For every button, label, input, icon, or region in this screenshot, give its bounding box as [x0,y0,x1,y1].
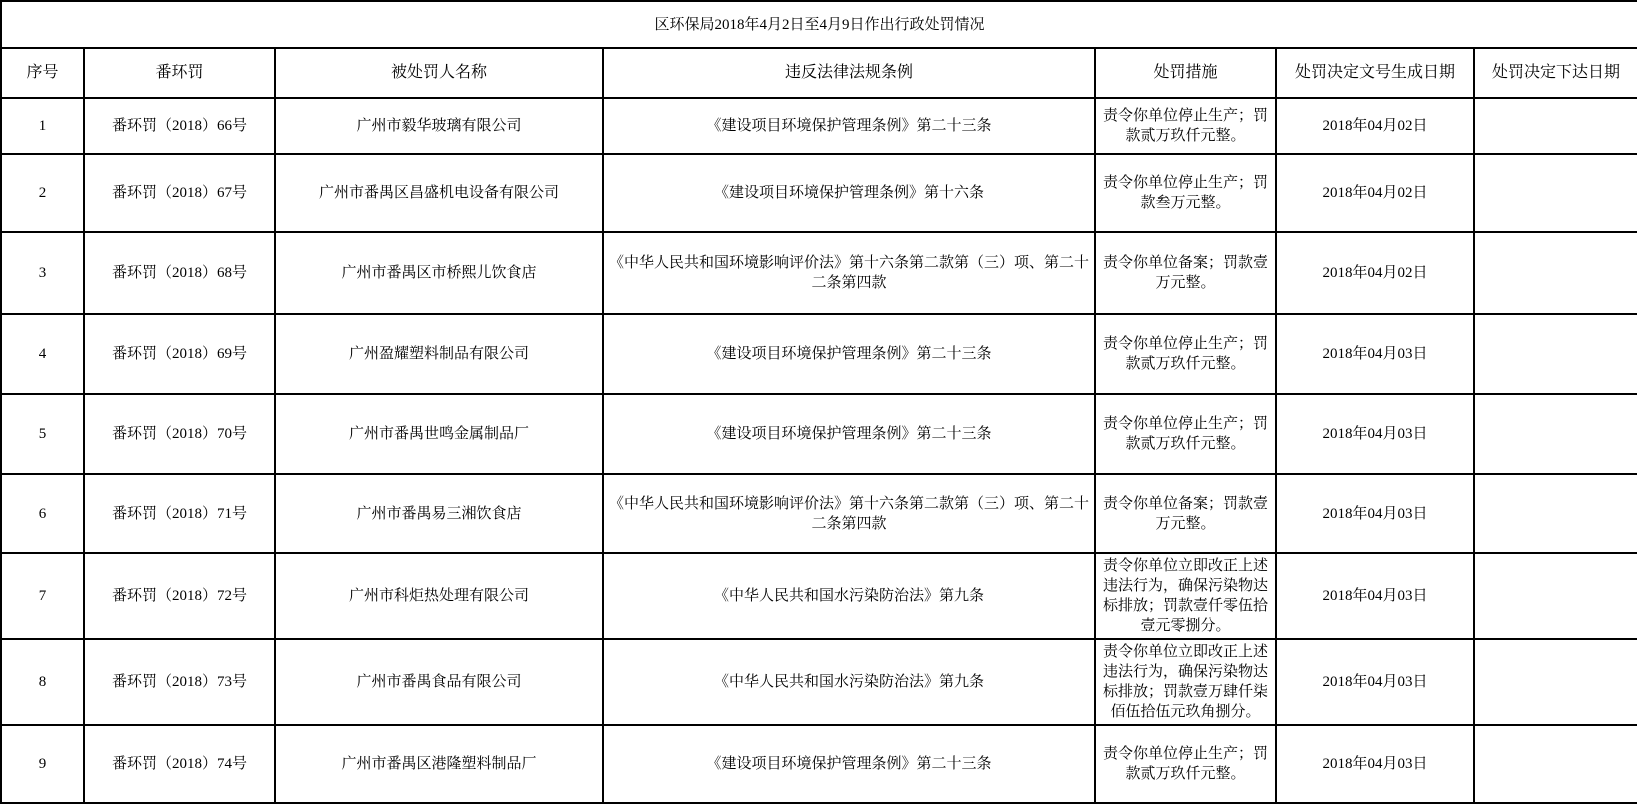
gen-date-cell: 2018年04月03日 [1276,474,1474,553]
delivery-date-cell [1474,154,1637,232]
measure-cell: 责令你单位停止生产；罚款贰万玖仟元整。 [1095,314,1276,394]
company-cell: 广州市番禺世鸣金属制品厂 [275,394,603,474]
company-cell: 广州市番禺易三湘饮食店 [275,474,603,553]
header-row [1,48,1637,98]
header-name: 被处罚人名称 [275,48,603,98]
company-cell: 广州市科炬热处理有限公司 [275,553,603,639]
doc-no-cell: 番环罚（2018）69号 [84,314,275,394]
company-cell: 广州市番禺食品有限公司 [275,639,603,725]
gen-date-cell: 2018年04月03日 [1276,314,1474,394]
gen-date-cell: 2018年04月02日 [1276,154,1474,232]
table-row [1,725,1637,803]
measure-cell: 责令你单位停止生产；罚款叁万元整。 [1095,154,1276,232]
doc-no-cell: 番环罚（2018）72号 [84,553,275,639]
seq-cell: 3 [1,232,84,314]
delivery-date-cell [1474,314,1637,394]
delivery-date-cell [1474,639,1637,725]
seq-cell: 6 [1,474,84,553]
page-title: 区环保局2018年4月2日至4月9日作出行政处罚情况 [1,1,1637,48]
gen-date-cell: 2018年04月03日 [1276,639,1474,725]
law-cell: 《建设项目环境保护管理条例》第二十三条 [603,314,1095,394]
delivery-date-cell [1474,725,1637,803]
measure-cell: 责令你单位立即改正上述违法行为，确保污染物达标排放；罚款壹仟零伍拾壹元零捌分。 [1095,553,1276,639]
measure-cell: 责令你单位备案；罚款壹万元整。 [1095,474,1276,553]
seq-cell: 8 [1,639,84,725]
doc-no-cell: 番环罚（2018）71号 [84,474,275,553]
company-cell: 广州盈耀塑料制品有限公司 [275,314,603,394]
table-row [1,639,1637,725]
table-row [1,154,1637,232]
gen-date-cell: 2018年04月03日 [1276,394,1474,474]
law-cell: 《中华人民共和国环境影响评价法》第十六条第二款第（三）项、第二十二条第四款 [603,474,1095,553]
law-cell: 《建设项目环境保护管理条例》第二十三条 [603,98,1095,154]
delivery-date-cell [1474,474,1637,553]
header-seq: 序号 [1,48,84,98]
measure-cell: 责令你单位备案；罚款壹万元整。 [1095,232,1276,314]
seq-cell: 7 [1,553,84,639]
table-row [1,394,1637,474]
table-row [1,314,1637,394]
gen-date-cell: 2018年04月02日 [1276,232,1474,314]
law-cell: 《建设项目环境保护管理条例》第二十三条 [603,725,1095,803]
table-row [1,232,1637,314]
doc-no-cell: 番环罚（2018）73号 [84,639,275,725]
gen-date-cell: 2018年04月02日 [1276,98,1474,154]
doc-no-cell: 番环罚（2018）68号 [84,232,275,314]
law-cell: 《中华人民共和国环境影响评价法》第十六条第二款第（三）项、第二十二条第四款 [603,232,1095,314]
doc-no-cell: 番环罚（2018）74号 [84,725,275,803]
header-gen-date: 处罚决定文号生成日期 [1276,48,1474,98]
gen-date-cell: 2018年04月03日 [1276,725,1474,803]
delivery-date-cell [1474,394,1637,474]
delivery-date-cell [1474,553,1637,639]
table-row [1,98,1637,154]
law-cell: 《建设项目环境保护管理条例》第二十三条 [603,394,1095,474]
header-doc-no: 番环罚 [84,48,275,98]
title-row [1,1,1637,48]
header-measure: 处罚措施 [1095,48,1276,98]
company-cell: 广州市番禺区港隆塑料制品厂 [275,725,603,803]
header-law: 违反法律法规条例 [603,48,1095,98]
seq-cell: 2 [1,154,84,232]
table-row [1,474,1637,553]
company-cell: 广州市毅华玻璃有限公司 [275,98,603,154]
gen-date-cell: 2018年04月03日 [1276,553,1474,639]
seq-cell: 4 [1,314,84,394]
seq-cell: 1 [1,98,84,154]
seq-cell: 5 [1,394,84,474]
delivery-date-cell [1474,98,1637,154]
measure-cell: 责令你单位停止生产；罚款贰万玖仟元整。 [1095,725,1276,803]
doc-no-cell: 番环罚（2018）67号 [84,154,275,232]
measure-cell: 责令你单位停止生产；罚款贰万玖仟元整。 [1095,394,1276,474]
law-cell: 《建设项目环境保护管理条例》第十六条 [603,154,1095,232]
table-row [1,553,1637,639]
doc-no-cell: 番环罚（2018）70号 [84,394,275,474]
law-cell: 《中华人民共和国水污染防治法》第九条 [603,553,1095,639]
doc-no-cell: 番环罚（2018）66号 [84,98,275,154]
law-cell: 《中华人民共和国水污染防治法》第九条 [603,639,1095,725]
header-delivery-date: 处罚决定下达日期 [1474,48,1637,98]
seq-cell: 9 [1,725,84,803]
company-cell: 广州市番禺区市桥熙儿饮食店 [275,232,603,314]
measure-cell: 责令你单位停止生产；罚款贰万玖仟元整。 [1095,98,1276,154]
company-cell: 广州市番禺区昌盛机电设备有限公司 [275,154,603,232]
delivery-date-cell [1474,232,1637,314]
measure-cell: 责令你单位立即改正上述违法行为，确保污染物达标排放；罚款壹万肆仟柒佰伍拾伍元玖角捌分。 [1095,639,1276,725]
